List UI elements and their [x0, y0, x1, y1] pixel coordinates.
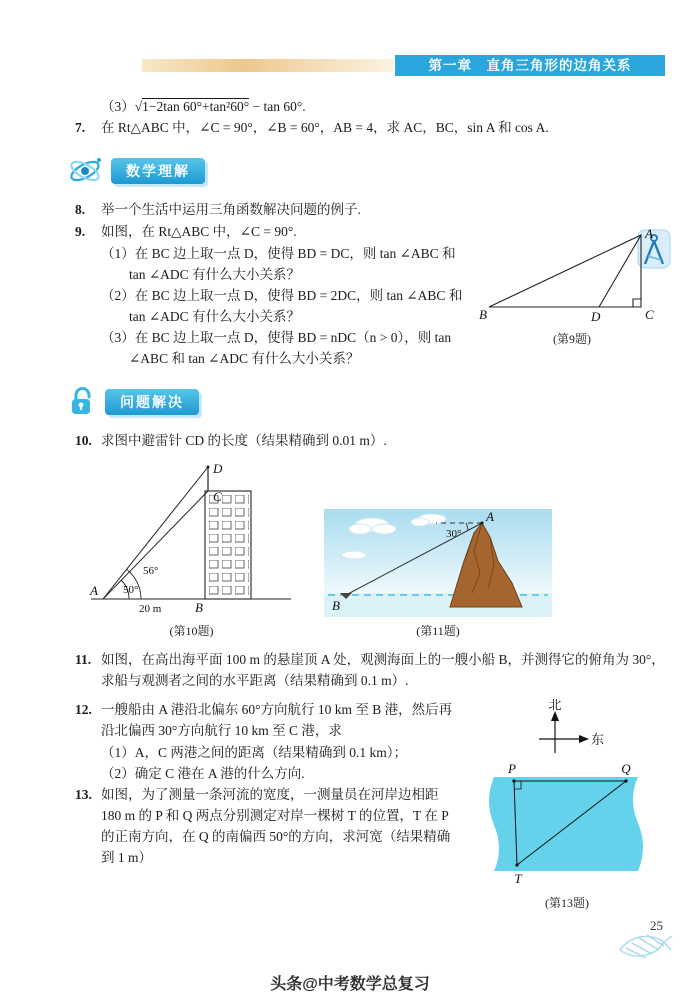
base-length-label: 20 m — [139, 603, 162, 615]
point-label-B: B — [479, 307, 487, 322]
chapter-title: 第一章 直角三角形的边角关系 — [395, 55, 665, 76]
fish-icon — [616, 916, 674, 968]
figure-11 — [324, 509, 552, 639]
problem-13 — [75, 784, 665, 868]
problem-8-text: 举一个生活中运用三角函数解决问题的例子. — [101, 202, 361, 217]
point-label-A: A — [90, 583, 98, 598]
header-gradient-bar — [142, 59, 394, 72]
north-label: 北 — [548, 699, 562, 712]
problem-13-number: 13. — [75, 787, 92, 802]
figure-11-seascape — [324, 509, 552, 617]
section-problem-solving — [67, 384, 665, 420]
problem-7 — [75, 117, 665, 138]
problem-12-13-block — [75, 699, 665, 915]
page-number-area — [616, 916, 674, 972]
problem-8-number: 8. — [75, 202, 86, 217]
problem-8 — [75, 199, 665, 220]
problem-11-number: 11. — [75, 652, 92, 667]
figure-11-caption: (第11题) — [416, 624, 460, 638]
problem-12-text: 一艘船由 A 港沿北偏东 60°方向航行 10 km 至 B 港，然后再沿北偏西 30°方向航行 10 km 至 C 港，求 — [101, 702, 453, 738]
point-label-Q: Q — [620, 761, 631, 776]
watermark-text: 头条@中考数学总复习 — [270, 976, 430, 993]
atom-icon — [67, 155, 103, 187]
problem-10-number: 10. — [75, 433, 92, 448]
problem-11-text: 如图，在高出海平面 100 m 的悬崖顶 A 处，观测海面上的一艘小船 B，并测得它的俯角为 30°，求船与观测者之间的水平距离（结果精确到 0.1 m）. — [101, 652, 665, 688]
problem-9-sub-1: （1）在 BC 边上取一点 D，使得 BD = DC，则 tan ∠ABC 和 tan ∠ADC 有什么大小关系？ — [101, 246, 456, 282]
problem-9-block — [75, 221, 665, 369]
problem-7-number: 7. — [75, 120, 86, 135]
formula-item-3 — [101, 96, 665, 117]
point-label-A: A — [645, 226, 653, 241]
problem-11 — [75, 649, 665, 691]
angle-label-50: 50° — [123, 584, 139, 596]
angle-label-30: 30° — [446, 528, 462, 540]
problem-12-sub-1: （1）A，C 两港之间的距离（结果精确到 0.1 km）； — [101, 745, 408, 760]
padlock-icon — [67, 386, 97, 418]
point-label-D: D — [591, 309, 601, 324]
problem-12-number: 12. — [75, 702, 92, 717]
problem-9-sub-3: （3）在 BC 边上取一点 D，使得 BD = nDC（n > 0），则 tan ∠ABC 和 tan ∠ADC 有什么大小关系？ — [101, 330, 452, 366]
point-label-P: P — [507, 761, 516, 776]
point-label-B: B — [332, 598, 340, 613]
figure-10-caption: (第10题) — [169, 624, 214, 638]
figure-10-building — [89, 459, 294, 617]
problem-9 — [75, 221, 665, 242]
problem-7-text: 在 Rt△ABC 中，∠C = 90°，∠B = 60°，AB = 4，求 AC，BC，sin A 和 cos A. — [101, 120, 549, 135]
figure-13-caption: (第13题) — [545, 896, 589, 910]
point-label-T: T — [513, 871, 522, 886]
figures-row — [89, 459, 665, 639]
problem-9-number: 9. — [75, 224, 86, 239]
formula-label: （3） — [101, 99, 135, 114]
sqrt-sign: √ — [134, 99, 143, 114]
point-label-D: D — [213, 461, 223, 476]
figure-9-caption: (第9题) — [553, 332, 591, 346]
math-understanding-badge: 数学理解 — [111, 158, 205, 184]
formula-tail: − tan 60°. — [249, 99, 306, 114]
page-content — [75, 96, 665, 915]
problem-9-text: 如图，在 Rt△ABC 中，∠C = 90°. — [101, 224, 297, 239]
problem-9-sub-2: （2）在 BC 边上取一点 D，使得 BD = 2DC，则 tan ∠ABC 和 tan ∠ADC 有什么大小关系？ — [101, 288, 463, 324]
page-number: 25 — [650, 918, 663, 933]
point-label-B: B — [195, 600, 203, 615]
problem-10 — [75, 430, 665, 451]
radicand: 1−2tan 60°+tan²60° — [142, 99, 250, 114]
angle-label-56: 56° — [143, 565, 159, 577]
figure-10 — [89, 459, 294, 639]
point-label-C: C — [213, 489, 222, 504]
problem-13-text: 如图，为了测量一条河流的宽度，一测量员在河岸边相距 180 m 的 P 和 Q 两点分别测定对岸一棵树 T 的位置，T 在 P 的正南方向，在 Q 的南偏西 50°的方向，求河宽（结果精确到 1 m） — [101, 787, 451, 865]
point-label-A: A — [486, 509, 494, 524]
section-math-understanding — [67, 153, 665, 189]
problem-10-text: 求图中避雷针 CD 的长度（结果精确到 0.01 m）. — [101, 433, 387, 448]
point-label-C: C — [645, 307, 654, 322]
problem-12-sub-2: （2）确定 C 港在 A 港的什么方向. — [101, 766, 305, 781]
east-label: 东 — [591, 732, 605, 747]
problem-solving-badge: 问题解决 — [105, 389, 199, 415]
problem-12 — [75, 699, 665, 741]
